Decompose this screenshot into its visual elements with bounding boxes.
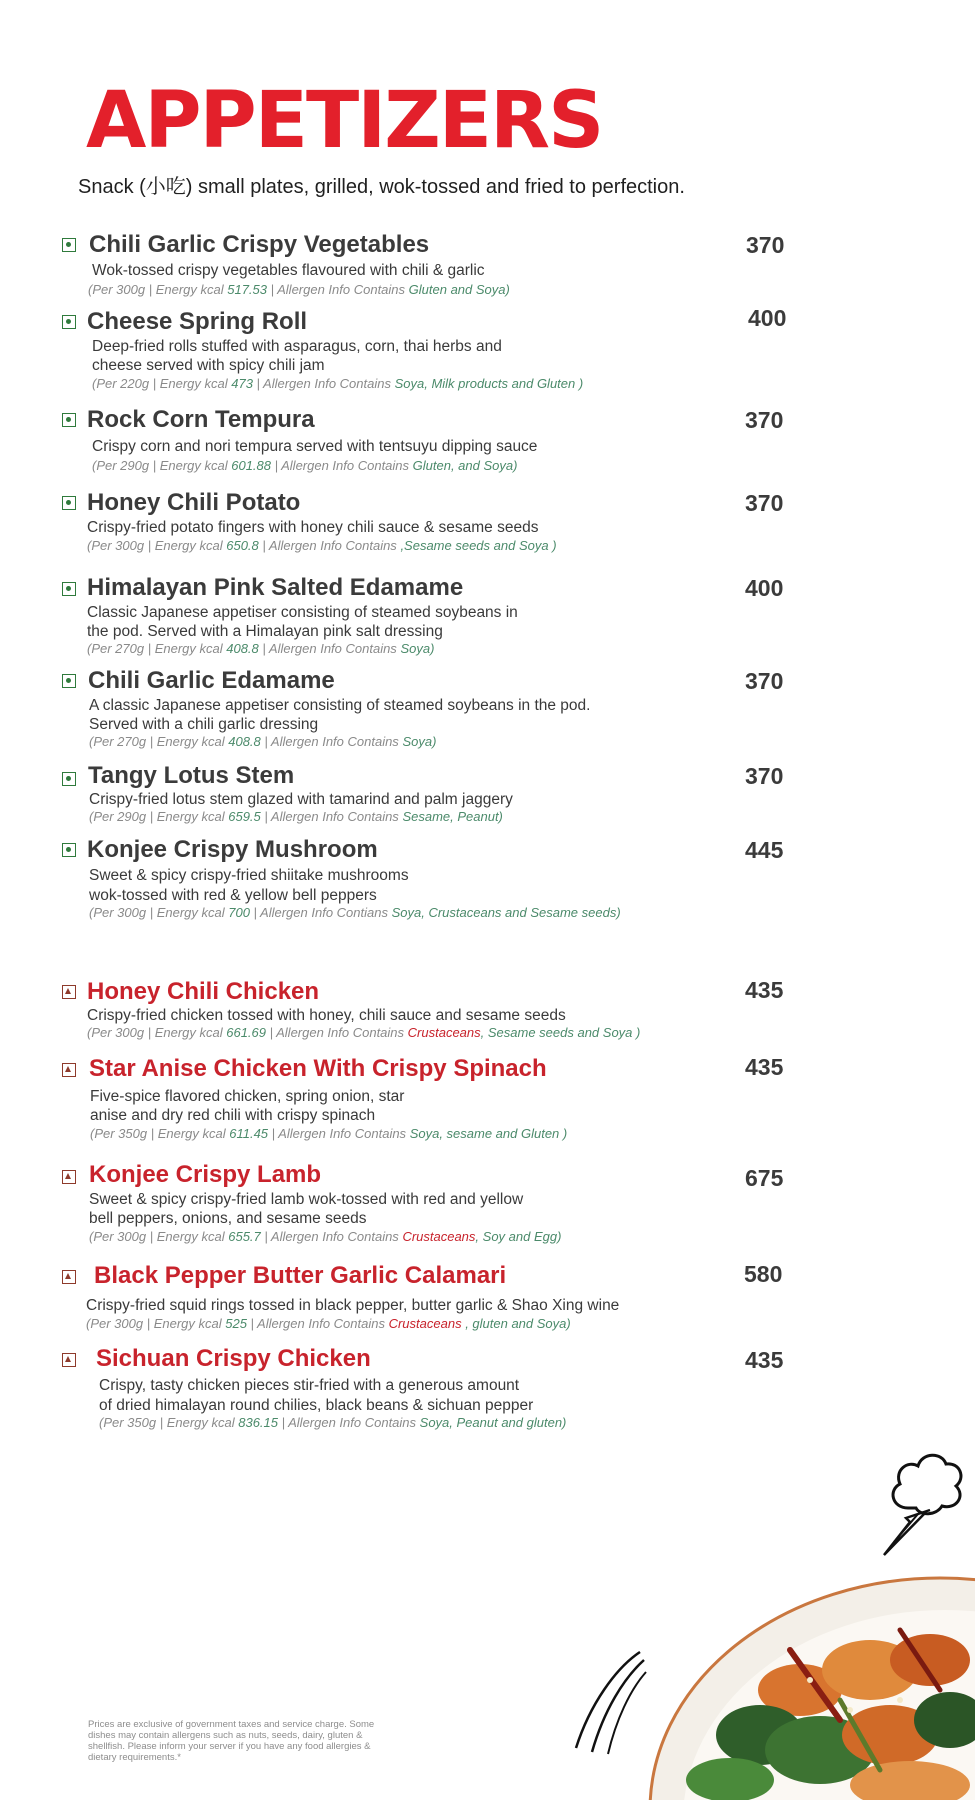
food-plate-image xyxy=(640,1570,975,1800)
non-veg-icon xyxy=(62,1063,76,1077)
item-nutrition-info: (Per 300g | Energy kcal 700 | Allergen Info Contians Soya, Crustaceans and Sesame seeds) xyxy=(89,905,621,920)
item-description: Crispy-fried chicken tossed with honey, chili sauce and sesame seeds xyxy=(87,1007,566,1024)
item-description: Crispy-fried potato fingers with honey chili sauce & sesame seeds xyxy=(87,519,539,536)
item-nutrition-info: (Per 300g | Energy kcal 517.53 | Allergen Info Contains Gluten and Soya) xyxy=(88,282,510,297)
item-description: Sweet & spicy crispy-fried shiitake mushrooms xyxy=(89,867,409,884)
item-name: Konjee Crispy Mushroom xyxy=(87,836,378,863)
veg-icon xyxy=(62,674,76,688)
item-description: Served with a chili garlic dressing xyxy=(89,716,319,733)
item-name: Star Anise Chicken With Crispy Spinach xyxy=(89,1055,547,1082)
non-veg-icon xyxy=(62,1170,76,1184)
veg-icon xyxy=(62,582,76,596)
non-veg-icon xyxy=(62,1270,76,1284)
veg-icon xyxy=(62,496,76,510)
veg-icon xyxy=(62,238,76,252)
item-price: 580 xyxy=(744,1261,783,1287)
item-nutrition-info: (Per 290g | Energy kcal 659.5 | Allergen Info Contains Sesame, Peanut) xyxy=(89,809,503,824)
item-price: 675 xyxy=(745,1165,784,1191)
veg-icon xyxy=(62,413,76,427)
item-price: 400 xyxy=(745,575,784,601)
item-nutrition-info: (Per 300g | Energy kcal 655.7 | Allergen Info Contains Crustaceans, Soy and Egg) xyxy=(89,1229,562,1244)
item-price: 435 xyxy=(745,1054,784,1080)
item-name: Chili Garlic Crispy Vegetables xyxy=(89,231,430,258)
item-description: Five-spice flavored chicken, spring onion, star xyxy=(90,1088,405,1105)
item-name: Honey Chili Potato xyxy=(87,489,301,516)
item-nutrition-info: (Per 270g | Energy kcal 408.8 | Allergen Info Contains Soya) xyxy=(89,734,437,749)
item-price: 400 xyxy=(748,305,787,331)
veg-icon xyxy=(62,772,76,786)
item-price: 370 xyxy=(745,490,784,516)
item-description: Crispy, tasty chicken pieces stir-fried with a generous amount xyxy=(99,1377,520,1394)
item-nutrition-info: (Per 300g | Energy kcal 650.8 | Allergen Info Contains ,Sesame seeds and Soya ) xyxy=(87,538,557,553)
item-description: Classic Japanese appetiser consisting of steamed soybeans in xyxy=(87,604,518,621)
veg-icon xyxy=(62,315,76,329)
item-price: 370 xyxy=(745,763,784,789)
item-description: Crispy-fried squid rings tossed in black pepper, butter garlic & Shao Xing wine xyxy=(86,1297,620,1314)
item-description: Crispy-fried lotus stem glazed with tamarind and palm jaggery xyxy=(89,791,513,808)
item-description: bell peppers, onions, and sesame seeds xyxy=(89,1210,367,1227)
item-name: Konjee Crispy Lamb xyxy=(89,1161,322,1188)
item-price: 370 xyxy=(746,232,785,258)
item-name: Sichuan Crispy Chicken xyxy=(96,1345,371,1372)
steam-doodle-icon xyxy=(870,1430,970,1560)
non-veg-icon xyxy=(62,985,76,999)
item-nutrition-info: (Per 300g | Energy kcal 661.69 | Allergen Info Contains Crustaceans, Sesame seeds and Soya ) xyxy=(87,1025,641,1040)
item-description: Crispy corn and nori tempura served with tentsuyu dipping sauce xyxy=(92,438,538,455)
item-price: 370 xyxy=(745,407,784,433)
item-name: Honey Chili Chicken xyxy=(87,978,320,1005)
item-description: Sweet & spicy crispy-fried lamb wok-tossed with red and yellow xyxy=(89,1191,524,1208)
item-description: Wok-tossed crispy vegetables flavoured with chili & garlic xyxy=(92,262,485,279)
item-name: Black Pepper Butter Garlic Calamari xyxy=(94,1262,507,1289)
item-nutrition-info: (Per 290g | Energy kcal 601.88 | Allergen Info Contains Gluten, and Soya) xyxy=(92,458,518,473)
item-description: the pod. Served with a Himalayan pink salt dressing xyxy=(87,623,443,640)
page-title: APPETIZERS xyxy=(86,76,603,166)
item-name: Chili Garlic Edamame xyxy=(88,667,335,694)
motion-lines-doodle xyxy=(568,1648,648,1758)
item-description: cheese served with spicy chili jam xyxy=(92,357,325,374)
item-name: Himalayan Pink Salted Edamame xyxy=(87,574,464,601)
item-nutrition-info: (Per 350g | Energy kcal 611.45 | Allergen Info Contains Soya, sesame and Gluten ) xyxy=(90,1126,568,1141)
item-name: Tangy Lotus Stem xyxy=(88,762,295,789)
price-allergen-disclaimer: Prices are exclusive of government taxes and service charge. Some dishes may contain allergens such as nuts, seeds, dairy, gluten & shellfish. Please inform your server if you have any food allergies & dietary requirements.* xyxy=(88,1719,375,1763)
item-description: Deep-fried rolls stuffed with asparagus, corn, thai herbs and xyxy=(92,338,502,355)
item-description: anise and dry red chili with crispy spinach xyxy=(90,1107,376,1124)
item-description: wok-tossed with red & yellow bell peppers xyxy=(89,887,377,904)
item-nutrition-info: (Per 350g | Energy kcal 836.15 | Allergen Info Contains Soya, Peanut and gluten) xyxy=(99,1415,567,1430)
item-nutrition-info: (Per 220g | Energy kcal 473 | Allergen Info Contains Soya, Milk products and Gluten ) xyxy=(92,376,584,391)
item-description: A classic Japanese appetiser consisting of steamed soybeans in the pod. xyxy=(89,697,591,714)
item-description: of dried himalayan round chilies, black beans & sichuan pepper xyxy=(99,1397,534,1414)
item-price: 435 xyxy=(745,1347,784,1373)
item-nutrition-info: (Per 270g | Energy kcal 408.8 | Allergen Info Contains Soya) xyxy=(87,641,435,656)
item-name: Rock Corn Tempura xyxy=(87,406,315,433)
item-name: Cheese Spring Roll xyxy=(87,308,308,335)
veg-icon xyxy=(62,843,76,857)
item-nutrition-info: (Per 300g | Energy kcal 525 | Allergen Info Contains Crustaceans , gluten and Soya) xyxy=(86,1316,571,1331)
item-price: 445 xyxy=(745,837,784,863)
page-subtitle: Snack (小吃) small plates, grilled, wok-tossed and fried to perfection. xyxy=(78,176,685,198)
item-price: 370 xyxy=(745,668,784,694)
item-price: 435 xyxy=(745,977,784,1003)
non-veg-icon xyxy=(62,1353,76,1367)
